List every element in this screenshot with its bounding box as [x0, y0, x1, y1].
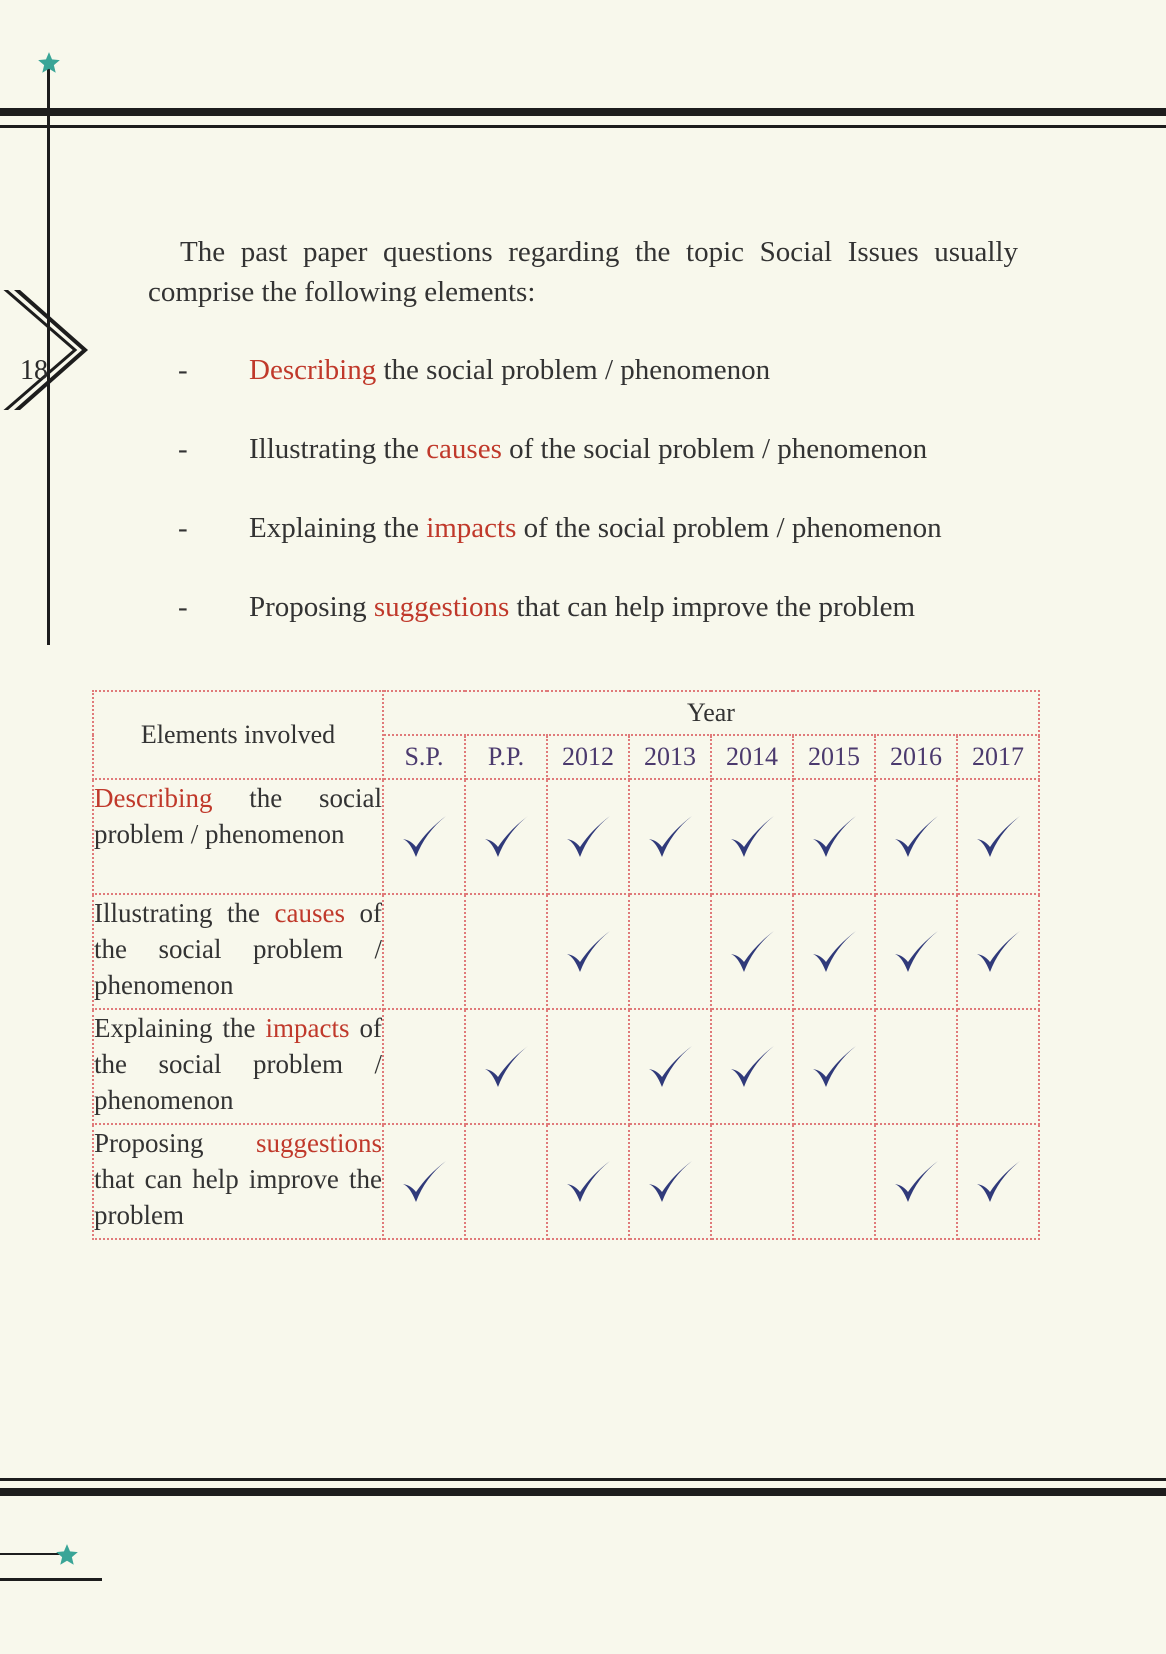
- checked-cell: [547, 1124, 629, 1239]
- bullet-text-start: Illustrating the: [249, 433, 427, 465]
- empty-cell: [711, 1124, 793, 1239]
- check-icon: [728, 813, 776, 861]
- checked-cell: [629, 1009, 711, 1124]
- top-thick-rule: [0, 108, 1166, 116]
- empty-cell: [793, 1124, 875, 1239]
- bullet-text-start: Proposing: [249, 591, 374, 623]
- check-icon: [974, 928, 1022, 976]
- empty-cell: [465, 1124, 547, 1239]
- element-label-end: of the social problem / phenomenon: [94, 1013, 382, 1115]
- bottom-left-short-rule: [0, 1578, 102, 1581]
- check-icon: [482, 813, 530, 861]
- check-icon: [564, 1158, 612, 1206]
- check-icon: [892, 928, 940, 976]
- column-header: 2012: [547, 735, 629, 779]
- bottom-thin-rule: [0, 1478, 1166, 1481]
- bullet-keyword: Describing: [249, 354, 377, 386]
- empty-cell: [383, 894, 465, 1009]
- past-paper-table: [92, 690, 1040, 1240]
- list-item: [178, 508, 1078, 587]
- column-header: 2016: [875, 735, 957, 779]
- elements-header: Elements involved: [93, 691, 383, 779]
- column-header: S.P.: [383, 735, 465, 779]
- list-item: [178, 587, 1078, 666]
- table-row: [93, 1009, 1039, 1124]
- check-icon: [728, 928, 776, 976]
- check-icon: [974, 813, 1022, 861]
- bullet-text: [249, 429, 927, 469]
- column-header: 2014: [711, 735, 793, 779]
- column-header: P.P.: [465, 735, 547, 779]
- bullet-text-start: Explaining the: [249, 512, 427, 544]
- element-label-start: Proposing: [94, 1128, 256, 1158]
- empty-cell: [629, 894, 711, 1009]
- bullet-text-end: that can help improve the problem: [509, 591, 916, 623]
- top-thin-rule: [0, 125, 1166, 128]
- checked-cell: [711, 1009, 793, 1124]
- check-icon: [728, 1043, 776, 1091]
- checked-cell: [629, 1124, 711, 1239]
- check-icon: [810, 1043, 858, 1091]
- check-icon: [892, 813, 940, 861]
- checked-cell: [793, 779, 875, 894]
- check-icon: [646, 1043, 694, 1091]
- bullet-text: [249, 350, 770, 390]
- checked-cell: [957, 779, 1039, 894]
- bottom-left-arrow-rule: [0, 1553, 60, 1555]
- bullet-dash: -: [178, 512, 188, 544]
- star-icon: [54, 1542, 80, 1568]
- checked-cell: [793, 894, 875, 1009]
- empty-cell: [547, 1009, 629, 1124]
- column-header: 2013: [629, 735, 711, 779]
- bullet-dash: -: [178, 354, 188, 386]
- checked-cell: [875, 1124, 957, 1239]
- page-number: 18: [20, 355, 48, 386]
- element-label-end: that can help improve the problem: [94, 1164, 382, 1230]
- checked-cell: [711, 779, 793, 894]
- checked-cell: [793, 1009, 875, 1124]
- column-header: 2017: [957, 735, 1039, 779]
- table-row: [93, 894, 1039, 1009]
- checked-cell: [383, 1124, 465, 1239]
- checked-cell: [547, 894, 629, 1009]
- checked-cell: [957, 1124, 1039, 1239]
- bullet-dash: -: [178, 591, 188, 623]
- intro-paragraph: [148, 232, 1018, 312]
- element-label-end: of the social problem / phenomenon: [94, 898, 382, 1000]
- empty-cell: [957, 1009, 1039, 1124]
- check-icon: [974, 1158, 1022, 1206]
- checked-cell: [547, 779, 629, 894]
- check-icon: [810, 928, 858, 976]
- bullet-dash: -: [178, 433, 188, 465]
- bullet-keyword: suggestions: [373, 591, 510, 623]
- element-label-cell: [93, 1009, 383, 1124]
- check-icon: [482, 1043, 530, 1091]
- element-label-cell: [93, 894, 383, 1009]
- list-item: [178, 350, 1078, 429]
- bullet-text-end: of the social problem / phenomenon: [501, 433, 928, 465]
- check-icon: [400, 1158, 448, 1206]
- check-icon: [400, 813, 448, 861]
- bottom-thick-rule: [0, 1488, 1166, 1496]
- bullet-keyword: causes: [426, 433, 502, 465]
- intro-text: The past paper questions regarding the topic Social Issues usually comprise the following elements:: [148, 236, 1018, 308]
- column-header: 2015: [793, 735, 875, 779]
- star-icon: [36, 50, 62, 76]
- checked-cell: [957, 894, 1039, 1009]
- check-icon: [892, 1158, 940, 1206]
- checked-cell: [383, 779, 465, 894]
- check-icon: [810, 813, 858, 861]
- empty-cell: [875, 1009, 957, 1124]
- checked-cell: [875, 779, 957, 894]
- bullet-text: [249, 508, 942, 548]
- list-item: [178, 429, 1078, 508]
- element-label-cell: [93, 1124, 383, 1239]
- element-keyword: impacts: [265, 1013, 350, 1043]
- element-keyword: suggestions: [255, 1128, 382, 1158]
- element-keyword: Describing: [94, 783, 213, 813]
- bullet-text-end: of the social problem / phenomenon: [516, 512, 942, 544]
- checked-cell: [465, 1009, 547, 1124]
- checked-cell: [629, 779, 711, 894]
- check-icon: [564, 813, 612, 861]
- empty-cell: [465, 894, 547, 1009]
- empty-cell: [383, 1009, 465, 1124]
- checked-cell: [711, 894, 793, 1009]
- element-keyword: causes: [274, 898, 345, 928]
- checked-cell: [465, 779, 547, 894]
- element-label-start: Illustrating the: [94, 898, 275, 928]
- element-label-end: the social problem / phenomenon: [94, 783, 382, 849]
- element-label-start: Explaining the: [94, 1013, 266, 1043]
- table-row: [93, 779, 1039, 894]
- bullet-text-end: the social problem / phenomenon: [376, 354, 771, 386]
- check-icon: [564, 928, 612, 976]
- checked-cell: [875, 894, 957, 1009]
- year-header: Year: [383, 691, 1039, 735]
- check-icon: [646, 813, 694, 861]
- elements-list: [178, 350, 1078, 666]
- check-icon: [646, 1158, 694, 1206]
- page-number-badge: [0, 290, 100, 410]
- bullet-text: [249, 587, 915, 627]
- table-row: [93, 1124, 1039, 1239]
- bullet-keyword: impacts: [426, 512, 517, 544]
- element-label-cell: [93, 779, 383, 894]
